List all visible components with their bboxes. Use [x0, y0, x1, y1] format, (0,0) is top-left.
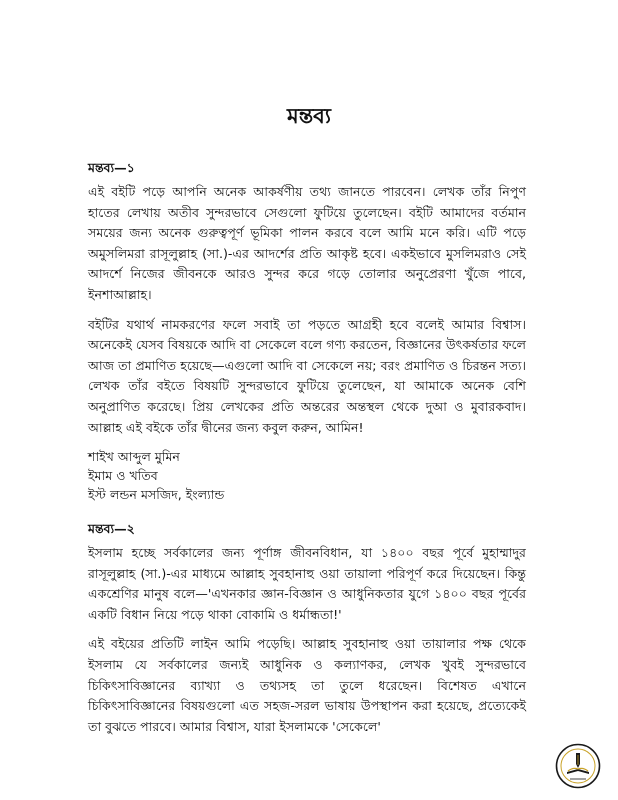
comment-heading-1: মন্তব্য—১ [88, 160, 135, 175]
comment-section-2 [88, 521, 526, 746]
comment-2-paragraph-2: এই বইয়ের প্রতিটি লাইন আমি পড়েছি। আল্লাহ সুবহানাহু ওয়া তায়ালার পক্ষ থেকে ইসলাম যে সর্বকালের জন্যই আধুনিক ও কল্যাণকর, লেখক খুবই সুন্দরভাবে চিকিৎসাবিজ্ঞানের ব্যাখ্যা ও তথ্যসহ তা তুলে ধরেছেন। বিশেষত এখানে চিকিৎসাবিজ্ঞানের বিষয়গুলো এত সহজ-সরল ভাষায় উপস্থাপন করা হয়েছে, প্রত্যেকেই তা বুঝতে পারবে। আমার বিশ্বাস, যারা ইসলামকে 'সেকেলে' [88, 636, 526, 734]
signature-organization: ইস্ট লন্ডন মসজিদ, ইংল্যান্ড [88, 487, 225, 503]
comment-1-paragraph-2: বইটির যথার্থ নামকরণের ফলে সবাই তা পড়তে আগ্রহী হবে বলেই আমার বিশ্বাস। অনেকেই যেসব বিষয়কে আদি বা সেকেলে বলে গণ্য করতেন, বিজ্ঞানের উৎকর্ষতার ফলে আজ তা প্রমাণিত হয়েছে—এগুলো আদি বা সেকেলে নয়; বরং প্রমাণিত ও চিরন্তন সত্য। লেখক তাঁর বইতে বিষয়টি সুন্দরভাবে ফুটিয়ে তুলেছেন, যা আমাকে অনেক বেশি অনুপ্রাণিত করেছে। প্রিয় লেখকের প্রতি অন্তরের অন্তস্থল থেকে দুআ ও মুবারকবাদ। আল্লাহ এই বইকে তাঁর দ্বীনের জন্য কবুল করুন, আমিন! [88, 316, 526, 435]
comment-heading-2: মন্তব্য—২ [88, 521, 135, 536]
signature-name: শাইখ আব্দুল মুমিন [88, 449, 180, 465]
comment-1-paragraph-1: এই বইটি পড়ে আপনি অনেক আকর্ষণীয় তথ্য জানতে পারবেন। লেখক তাঁর নিপুণ হাতের লেখায় অতীব সুন্দরভাবে সেগুলো ফুটিয়ে তুলেছেন। বইটি আমাদের বর্তমান সময়ের জন্য অনেক গুরুত্বপূর্ণ ভূমিকা পালন করবে বলে আমি মনে করি। এটি পড়ে অমুসলিমরা রাসূলুল্লাহ (সা.)-এর আদর্শের প্রতি আকৃষ্ট হবে। একইভাবে মুসলিমরাও সেই আদর্শে নিজের জীবনকে আরও সুন্দর করে গড়ে তোলার অনুপ্রেরণা খুঁজে পাবে, ইনশাআল্লাহ। [88, 184, 526, 302]
comment-1-signature [88, 447, 526, 504]
book-pen-seal-icon [555, 743, 601, 789]
page-title: মন্তব্য [287, 104, 331, 128]
signature-role: ইমাম ও খতিব [88, 468, 158, 484]
comment-section-1 [88, 160, 526, 504]
comment-2-paragraph-1: ইসলাম হচ্ছে সর্বকালের জন্য পূর্ণাঙ্গ জীবনবিধান, যা ১৪০০ বছর পূর্বে মুহাম্মাদুর রাসূলুল্লাহ (সা.)-এর মাধ্যমে আল্লাহ সুবহানাহু ওয়া তায়ালা পরিপূর্ণ করে দিয়েছেন। কিন্তু একশ্রেণির মানুষ বলে—'এখনকার জ্ঞান-বিজ্ঞান ও আধুনিকতার যুগে ১৪০০ বছর পূর্বের একটি বিধান নিয়ে পড়ে থাকা বোকামি ও ধর্মান্ধতা!' [88, 545, 526, 622]
